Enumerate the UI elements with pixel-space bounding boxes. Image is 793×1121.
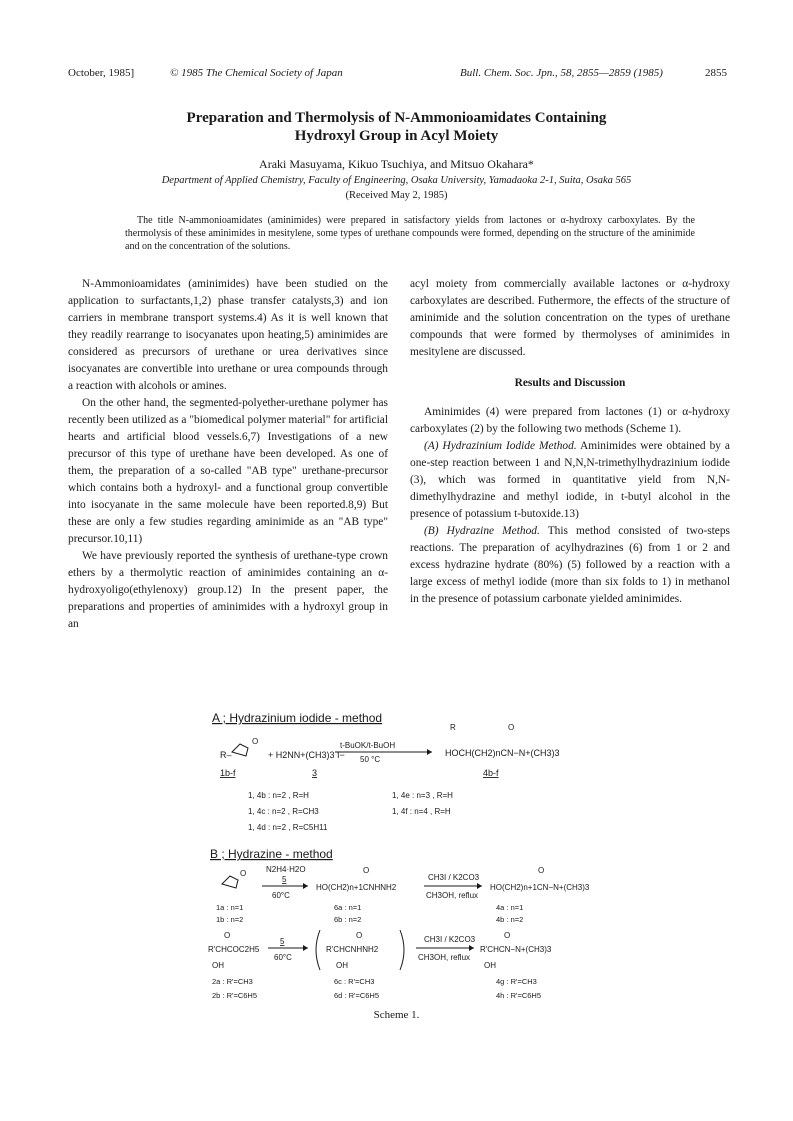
label-5: 5: [280, 937, 285, 946]
arrow-head: [303, 945, 308, 951]
lactone-ring: [232, 744, 248, 756]
ester-start: R'CHCOC2H5: [208, 945, 260, 954]
scheme-b-intermediate: HO(CH2)n+1CNHNH2: [316, 883, 397, 892]
paragraph: On the other hand, the segmented-polyether-urethane polymer has recently been utilized as a "biomedical polymer material" for artificial hearts and artificial blood vessels.6,7) Investigations of a new precursor of this type of urethane have been developed. As one of them, the preparation of a so-called "AB type" urethane-precursor which contains both a hydroxyl- and a functional group convertible into isocyanate in the same molecule have been reported.8,9) But these are only a few studies regarding aminimide as an "AB type" precursor.10,11): [68, 397, 388, 545]
method-b-heading: (B) Hydrazine Method.: [424, 525, 540, 537]
paragraph: [410, 438, 730, 523]
scheme-b-condition-top: CH3I / K2CO3: [428, 873, 480, 882]
lactone-structure: R–: [220, 750, 232, 760]
label-3: 3: [312, 768, 318, 778]
label-6a: 6a : n=1: [334, 903, 362, 912]
scheme-b-condition-bottom: CH3OH, reflux: [426, 891, 479, 900]
label-1b: 1b : n=2: [216, 915, 244, 924]
authors: Araki Masuyama, Kikuo Tsuchiya, and Mitsuo Okahara*: [259, 157, 534, 171]
method-a-heading: (A) Hydrazinium Iodide Method.: [424, 440, 577, 452]
label-2a: 2a : R'=CH3: [212, 977, 253, 986]
compound-list-item: 1, 4e : n=3 , R=H: [392, 791, 453, 800]
scheme-a-product: HOCH(CH2)nCN−N+(CH3)3: [445, 748, 560, 758]
hydroxyl-group: OH: [212, 961, 224, 970]
scheme-c-condition-top: CH3I / K2CO3: [424, 935, 476, 944]
scheme-caption: Scheme 1.: [373, 1009, 420, 1021]
scheme-b-product: HO(CH2)n+1CN−N+(CH3)3: [490, 883, 590, 892]
header-left: October, 1985]: [68, 67, 135, 79]
carbonyl-o: O: [538, 866, 545, 875]
arrow-head: [477, 883, 482, 889]
compound-list-item: 1, 4d : n=2 , R=C5H11: [248, 823, 328, 832]
label-5: 5: [282, 875, 287, 884]
method-b-text: This method consisted of two-steps reactions. The preparation of acylhydrazines (6) from 1 or 2 and excess hydrazine hydrate (80%) (5) followed by a reaction with a large excess of methyl iodide (more than six folds to 1) in methanol in the presence of potassium carbonate yielded aminimides.: [410, 525, 730, 605]
paragraph: [410, 523, 730, 608]
compound-list-item: 1, 4b : n=2 , R=H: [248, 791, 309, 800]
label-4b: 4b : n=2: [496, 915, 524, 924]
scheme-a-title: A ; Hydrazinium iodide - method: [212, 711, 383, 725]
label-6b: 6b : n=2: [334, 915, 362, 924]
label-1b-f: 1b-f: [220, 768, 236, 778]
scheme-a-condition-top: t-BuOK/t-BuOH: [340, 741, 396, 750]
label-4a: 4a : n=1: [496, 903, 524, 912]
scheme-a-condition-bottom: 50 °C: [360, 755, 381, 764]
arrow-head: [427, 749, 432, 755]
hydrazide-intermediate: R'CHCNHNH2: [326, 945, 379, 954]
scheme-b-temperature: 60°C: [272, 891, 290, 900]
arrow-head: [303, 883, 308, 889]
carbonyl-o: O: [252, 737, 259, 746]
label-6d: 6d : R'=C6H5: [334, 991, 379, 1000]
compound-list-item: 1, 4f : n=4 , R=H: [392, 807, 451, 816]
paragraph: N-Ammonioamidates (aminimides) have been studied on the application to surfactants,1,2) phase transfer catalysts,3) and ion carriers in membrane transport systems.4) As it is well known that they readily rearrange to isocyanates upon heating,5) aminimides are considered as precursors of urethane or urea derivatives since isocyanates are convertible into urethane or urea compounds through a reaction with alcohols or amines.: [68, 278, 388, 392]
carbonyl-o: O: [240, 869, 247, 878]
scheme-c-product: R'CHCN−N+(CH3)3: [480, 945, 552, 954]
hydroxyl-group: OH: [484, 961, 496, 970]
label-6c: 6c : R'=CH3: [334, 977, 375, 986]
compound-list-item: 1, 4c : n=2 , R=CH3: [248, 807, 319, 816]
label-4g: 4g : R'=CH3: [496, 977, 537, 986]
section-heading: Results and Discussion: [514, 377, 626, 389]
carbonyl-o: O: [363, 866, 370, 875]
carbonyl-o: O: [504, 931, 511, 940]
scheme-a-reagent: + H2NN+(CH3)3 I−: [268, 750, 345, 760]
abstract: The title N-ammonioamidates (aminimides) were prepared in satisfactory yields from lactones or α-hydroxy carboxylates. By the thermolysis of these aminimides in mesitylene, some types of urethane compounds were formed, depending on the structure of the aminimide and on the concentration of the solutions.: [125, 215, 695, 252]
lactone-ring: [222, 876, 238, 888]
carbonyl-o: O: [224, 931, 231, 940]
right-column: [410, 276, 730, 608]
label-4b-f: 4b-f: [483, 768, 499, 778]
carbonyl-o: O: [356, 931, 363, 940]
paragraph: We have previously reported the synthesis of urethane-type crown ethers by a thermolytic reaction of aminimides containing an α-hydroxyoligo(ethylenoxy) group.12) In the present paper, the preparations and properties of aminimides with a hydroxyl group in an: [68, 550, 388, 630]
header-center: © 1985 The Chemical Society of Japan: [170, 67, 343, 79]
title-line-2: Hydroxyl Group in Acyl Moiety: [294, 128, 499, 144]
page-number: 2855: [705, 67, 727, 79]
label-4h: 4h : R'=C6H5: [496, 991, 541, 1000]
label-2b: 2b : R'=C6H5: [212, 991, 257, 1000]
method-a-text: Aminimides were obtained by a one-step reaction between 1 and N,N,N-trimethylhydrazinium iodide (3), which was formed in quantitative yield from N,N-dimethylhydrazine and methyl iodide, in t-butyl alcohol in the presence of potassium t-butoxide.13): [410, 440, 730, 520]
title-line-1: Preparation and Thermolysis of N-Ammonioamidates Containing: [186, 110, 607, 126]
bracket-left: [316, 930, 320, 970]
header-right: Bull. Chem. Soc. Jpn., 58, 2855—2859 (1985): [460, 67, 663, 79]
bracket-right: [400, 930, 404, 970]
paragraph: acyl moiety from commercially available lactones or α-hydroxy carboxylates are described. Futhermore, the effects of the structure of aminimide and the solution concentration on the types of urethane compounds that were formed by thermolyses of aminimides in mesitylene are discussed.: [410, 278, 730, 358]
carbonyl-o: O: [508, 723, 515, 732]
scheme-b-reagent: N2H4·H2O: [266, 865, 306, 874]
scheme-c-temperature: 60°C: [274, 953, 292, 962]
left-column: [68, 276, 388, 633]
received-date: (Received May 2, 1985): [345, 190, 448, 201]
affiliation: Department of Applied Chemistry, Faculty of Engineering, Osaka University, Yamadaoka 2-1, Suita, Osaka 565: [161, 175, 632, 186]
label-1a: 1a : n=1: [216, 903, 244, 912]
paragraph: Aminimides (4) were prepared from lactones (1) or α-hydroxy carboxylates (2) by the following two methods (Scheme 1).: [410, 406, 730, 435]
substituent-r: R: [450, 723, 456, 732]
scheme-b-title: B ; Hydrazine - method: [210, 847, 333, 861]
scheme-c-condition-bottom: CH3OH, reflux: [418, 953, 471, 962]
hydroxyl-group: OH: [336, 961, 348, 970]
scheme-1: [200, 708, 620, 1008]
arrow-head: [469, 945, 474, 951]
